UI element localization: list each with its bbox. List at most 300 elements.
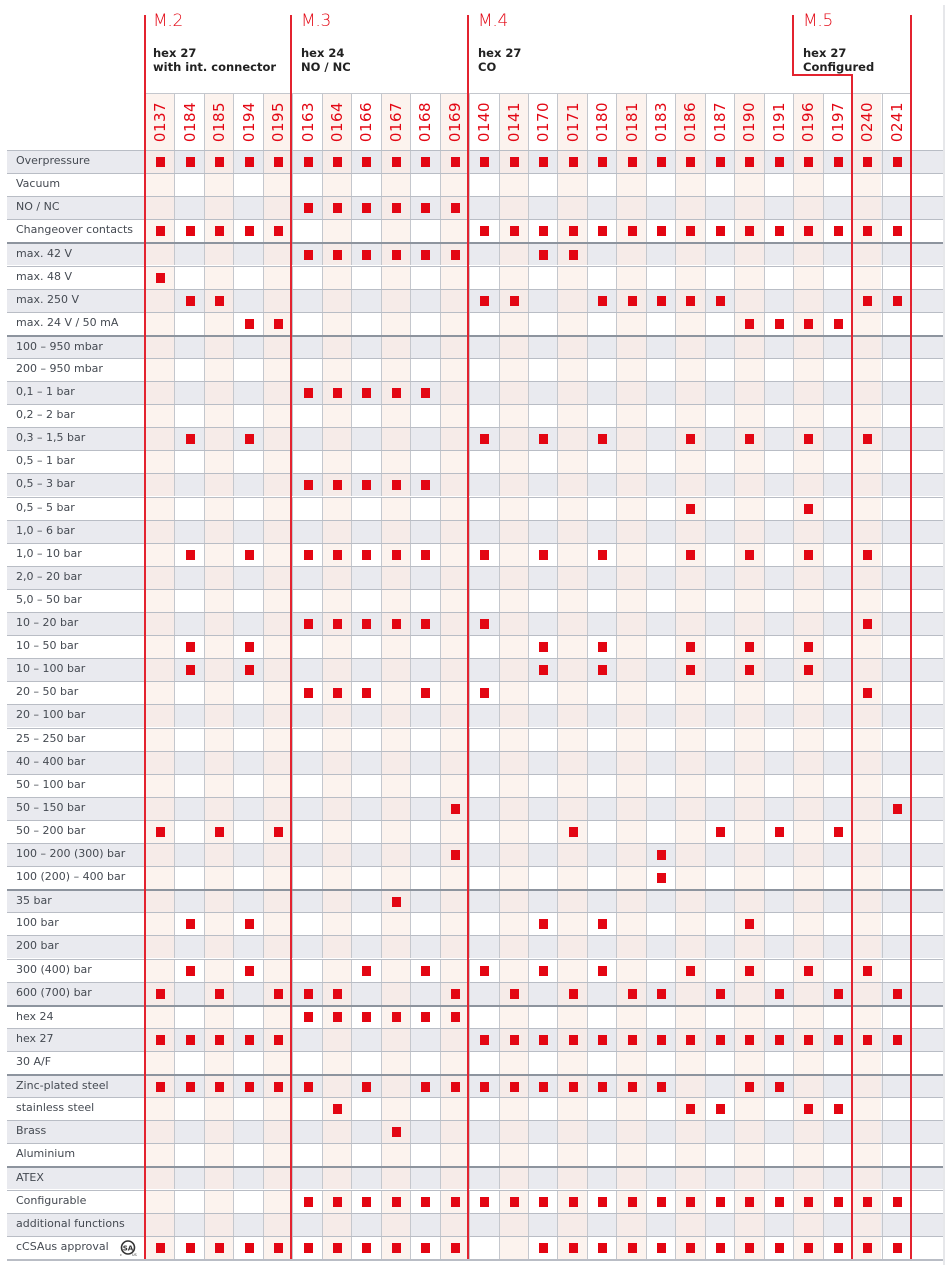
table-cell — [410, 705, 439, 727]
check-mark-icon — [333, 989, 342, 999]
check-mark-icon — [539, 1243, 548, 1253]
check-mark-icon — [569, 157, 578, 167]
table-end-cell — [911, 337, 943, 358]
table-cell — [646, 867, 675, 889]
check-mark-icon — [686, 642, 695, 652]
table-cell — [263, 936, 292, 958]
table-cell — [440, 752, 469, 774]
table-cell — [793, 729, 822, 751]
table-cell — [675, 844, 704, 866]
check-mark-icon — [569, 827, 578, 837]
row-label: 10 – 50 bar — [16, 639, 79, 653]
table-cell — [410, 1237, 439, 1259]
check-mark-icon — [745, 226, 754, 236]
check-mark-icon — [804, 434, 813, 444]
check-mark-icon — [657, 1035, 666, 1045]
row-label: 100 bar — [16, 916, 59, 930]
check-mark-icon — [362, 1243, 371, 1253]
table-cell — [646, 590, 675, 612]
table-cell — [351, 544, 380, 566]
table-cell — [204, 1076, 233, 1097]
check-mark-icon — [392, 480, 401, 490]
row-label: Vacuum — [16, 177, 61, 191]
row-label: hex 24 — [16, 1009, 54, 1023]
table-cell — [469, 798, 498, 820]
column-code: 0180 — [593, 101, 612, 143]
table-cell — [793, 290, 822, 312]
check-mark-icon — [598, 1035, 607, 1045]
check-mark-icon — [362, 480, 371, 490]
table-cell — [440, 1076, 469, 1097]
check-mark-icon — [421, 619, 430, 629]
table-cell — [145, 313, 174, 335]
table-cell — [233, 1214, 262, 1236]
table-cell — [616, 705, 645, 727]
check-mark-icon — [657, 989, 666, 999]
table-cell — [852, 659, 881, 681]
table-cell — [587, 891, 616, 912]
table-cell — [616, 867, 645, 889]
check-mark-icon — [480, 1035, 489, 1045]
check-mark-icon — [274, 1035, 283, 1045]
column-code: 0169 — [445, 101, 464, 143]
check-mark-icon — [451, 157, 460, 167]
table-cell — [351, 337, 380, 358]
check-mark-icon — [362, 203, 371, 213]
table-cell — [823, 844, 852, 866]
check-mark-icon — [745, 1082, 754, 1092]
table-cell — [263, 498, 292, 520]
table-cell — [233, 1098, 262, 1120]
table-cell — [793, 1214, 822, 1236]
table-cell — [381, 705, 410, 727]
table-cell — [882, 1191, 911, 1213]
table-cell — [410, 775, 439, 797]
row-label: hex 27 — [16, 1031, 54, 1045]
table-cell — [734, 1214, 763, 1236]
table-cell — [381, 337, 410, 358]
table-cell — [616, 752, 645, 774]
check-mark-icon — [834, 1197, 843, 1207]
row-label: 0,5 – 3 bar — [16, 477, 75, 491]
table-end-cell — [911, 983, 943, 1005]
table-cell — [499, 1052, 528, 1074]
table-cell — [587, 1098, 616, 1120]
table-cell — [440, 590, 469, 612]
table-cell — [499, 867, 528, 889]
table-cell — [587, 1214, 616, 1236]
table-cell — [616, 1007, 645, 1028]
table-cell — [734, 1052, 763, 1074]
row-label: 2,0 – 20 bar — [16, 569, 82, 583]
table-cell — [351, 567, 380, 589]
table-cell — [705, 659, 734, 681]
table-cell — [823, 197, 852, 219]
table-cell — [793, 313, 822, 335]
table-cell — [528, 983, 557, 1005]
table-cell — [499, 382, 528, 404]
table-end-cell — [911, 1168, 943, 1189]
table-cell — [469, 729, 498, 751]
table-cell — [263, 544, 292, 566]
table-cell — [823, 867, 852, 889]
table-cell — [557, 913, 586, 935]
table-cell — [204, 220, 233, 242]
table-cell — [823, 913, 852, 935]
table-cell — [764, 1237, 793, 1259]
table-cell — [204, 337, 233, 358]
table-cell — [469, 220, 498, 242]
table-cell — [204, 1168, 233, 1189]
table-cell — [499, 1007, 528, 1028]
check-mark-icon — [598, 157, 607, 167]
check-mark-icon — [510, 1197, 519, 1207]
table-row — [7, 843, 943, 866]
table-cell — [410, 474, 439, 496]
table-cell — [675, 244, 704, 265]
table-cell — [528, 220, 557, 242]
table-cell — [675, 1214, 704, 1236]
table-cell — [823, 174, 852, 196]
table-cell — [764, 151, 793, 173]
table-cell — [882, 359, 911, 381]
table-cell — [322, 382, 351, 404]
table-cell — [292, 313, 321, 335]
table-cell — [616, 567, 645, 589]
table-cell — [351, 705, 380, 727]
table-cell — [440, 1007, 469, 1028]
row-label: 100 – 950 mbar — [16, 339, 103, 353]
group-divider — [144, 15, 146, 1259]
check-mark-icon — [775, 1035, 784, 1045]
check-mark-icon — [215, 827, 224, 837]
table-cell — [587, 590, 616, 612]
table-cell — [823, 313, 852, 335]
table-cell — [469, 1121, 498, 1143]
check-mark-icon — [628, 157, 637, 167]
table-cell — [440, 729, 469, 751]
table-cell — [263, 867, 292, 889]
table-cell — [823, 244, 852, 265]
column-header-0184 — [174, 94, 203, 150]
table-row — [7, 751, 943, 774]
table-cell — [734, 1076, 763, 1097]
table-cell — [263, 174, 292, 196]
check-mark-icon — [539, 550, 548, 560]
table-cell — [646, 1191, 675, 1213]
check-mark-icon — [333, 1104, 342, 1114]
table-cell — [823, 590, 852, 612]
table-cell — [557, 775, 586, 797]
table-cell — [204, 682, 233, 704]
check-mark-icon — [215, 296, 224, 306]
table-cell — [616, 197, 645, 219]
check-mark-icon — [510, 1082, 519, 1092]
table-cell — [233, 729, 262, 751]
table-cell — [587, 798, 616, 820]
table-cell — [145, 1214, 174, 1236]
table-cell — [381, 1076, 410, 1097]
check-mark-icon — [304, 480, 313, 490]
table-cell — [852, 936, 881, 958]
table-cell — [174, 244, 203, 265]
table-cell — [705, 775, 734, 797]
table-cell — [410, 682, 439, 704]
check-mark-icon — [480, 226, 489, 236]
check-mark-icon — [392, 203, 401, 213]
table-cell — [322, 729, 351, 751]
table-cell — [793, 1052, 822, 1074]
table-cell — [616, 1214, 645, 1236]
row-label: ATEX — [16, 1171, 44, 1185]
table-cell — [616, 244, 645, 265]
table-cell — [292, 290, 321, 312]
table-cell — [499, 359, 528, 381]
table-cell — [852, 682, 881, 704]
row-label: max. 48 V — [16, 269, 72, 283]
check-mark-icon — [863, 688, 872, 698]
table-cell — [263, 197, 292, 219]
table-cell — [410, 960, 439, 982]
row-label: 35 bar — [16, 894, 52, 908]
table-cell — [646, 983, 675, 1005]
table-cell — [410, 1098, 439, 1120]
table-cell — [381, 1237, 410, 1259]
table-cell — [145, 891, 174, 912]
table-cell — [823, 474, 852, 496]
table-cell — [764, 775, 793, 797]
table-cell — [381, 290, 410, 312]
table-cell — [823, 544, 852, 566]
table-cell — [705, 1098, 734, 1120]
table-cell — [587, 752, 616, 774]
table-cell — [675, 544, 704, 566]
table-cell — [675, 983, 704, 1005]
table-cell — [233, 474, 262, 496]
table-cell — [499, 244, 528, 265]
table-cell — [263, 1007, 292, 1028]
table-cell — [233, 1076, 262, 1097]
table-cell — [351, 521, 380, 543]
check-mark-icon — [834, 226, 843, 236]
table-cell — [145, 729, 174, 751]
table-cell — [675, 705, 704, 727]
table-cell — [793, 705, 822, 727]
table-cell — [381, 590, 410, 612]
table-cell — [675, 590, 704, 612]
table-cell — [557, 1098, 586, 1120]
svg-text:SA: SA — [122, 1244, 134, 1253]
table-cell — [440, 359, 469, 381]
table-cell — [528, 636, 557, 658]
table-cell — [734, 960, 763, 982]
table-cell — [705, 1007, 734, 1028]
table-cell — [675, 498, 704, 520]
table-cell — [882, 960, 911, 982]
column-header-0166 — [351, 94, 380, 150]
table-cell — [646, 705, 675, 727]
table-cell — [793, 474, 822, 496]
check-mark-icon — [392, 619, 401, 629]
check-mark-icon — [392, 897, 401, 907]
table-cell — [587, 567, 616, 589]
table-cell — [469, 936, 498, 958]
table-cell — [616, 313, 645, 335]
table-cell — [292, 220, 321, 242]
table-cell — [233, 775, 262, 797]
table-cell — [557, 313, 586, 335]
table-cell — [263, 913, 292, 935]
table-cell — [233, 544, 262, 566]
table-cell — [528, 1168, 557, 1189]
table-cell — [204, 613, 233, 635]
check-mark-icon — [745, 1197, 754, 1207]
table-cell — [322, 682, 351, 704]
table-cell — [793, 359, 822, 381]
table-cell — [233, 705, 262, 727]
table-cell — [705, 544, 734, 566]
table-cell — [705, 474, 734, 496]
check-mark-icon — [186, 434, 195, 444]
group-title: M.3 — [301, 11, 331, 31]
column-code: 0171 — [563, 101, 582, 143]
table-cell — [882, 197, 911, 219]
check-mark-icon — [451, 804, 460, 814]
check-mark-icon — [245, 1035, 254, 1045]
table-cell — [145, 936, 174, 958]
table-cell — [882, 567, 911, 589]
table-cell — [440, 659, 469, 681]
table-cell — [499, 1076, 528, 1097]
table-cell — [528, 244, 557, 265]
table-cell — [381, 197, 410, 219]
check-mark-icon — [304, 989, 313, 999]
table-cell — [145, 267, 174, 289]
table-cell — [322, 267, 351, 289]
table-cell — [499, 521, 528, 543]
table-cell — [145, 544, 174, 566]
table-cell — [852, 1144, 881, 1166]
check-mark-icon — [186, 1035, 195, 1045]
table-cell — [882, 752, 911, 774]
table-cell — [852, 983, 881, 1005]
table-cell — [145, 821, 174, 843]
table-cell — [557, 359, 586, 381]
table-cell — [204, 451, 233, 473]
table-cell — [705, 613, 734, 635]
column-header-0196 — [793, 94, 822, 150]
table-cell — [233, 498, 262, 520]
table-cell — [381, 451, 410, 473]
table-cell — [852, 1214, 881, 1236]
table-cell — [764, 844, 793, 866]
table-cell — [793, 1191, 822, 1213]
table-cell — [705, 936, 734, 958]
table-cell — [233, 613, 262, 635]
row-label: 20 – 50 bar — [16, 685, 79, 699]
table-cell — [823, 451, 852, 473]
table-row — [7, 1097, 943, 1120]
table-cell — [351, 844, 380, 866]
table-cell — [734, 844, 763, 866]
table-cell — [734, 337, 763, 358]
table-cell — [440, 821, 469, 843]
column-header-0190 — [734, 94, 763, 150]
table-cell — [705, 913, 734, 935]
table-cell — [646, 359, 675, 381]
table-cell — [557, 521, 586, 543]
table-cell — [263, 1191, 292, 1213]
table-cell — [233, 521, 262, 543]
group-subtitle: hex 24 — [301, 46, 345, 60]
table-cell — [233, 960, 262, 982]
table-cell — [145, 451, 174, 473]
table-cell — [174, 1029, 203, 1051]
table-cell — [675, 474, 704, 496]
table-cell — [499, 705, 528, 727]
table-cell — [823, 636, 852, 658]
check-mark-icon — [304, 157, 313, 167]
table-cell — [263, 337, 292, 358]
table-cell — [145, 474, 174, 496]
table-cell — [557, 1214, 586, 1236]
table-cell — [410, 359, 439, 381]
table-cell — [233, 590, 262, 612]
table-cell — [499, 983, 528, 1005]
table-cell — [145, 867, 174, 889]
table-cell — [528, 1052, 557, 1074]
table-cell — [174, 729, 203, 751]
group-subtitle: NO / NC — [301, 60, 351, 74]
row-label: cCSAus approval — [16, 1239, 109, 1253]
table-cell — [381, 613, 410, 635]
table-cell — [292, 659, 321, 681]
table-cell — [263, 244, 292, 265]
table-row — [7, 982, 943, 1005]
table-cell — [852, 1168, 881, 1189]
table-cell — [499, 936, 528, 958]
table-cell — [557, 151, 586, 173]
table-cell — [204, 1144, 233, 1166]
table-cell — [793, 244, 822, 265]
table-cell — [616, 775, 645, 797]
table-cell — [557, 867, 586, 889]
table-cell — [381, 1144, 410, 1166]
table-cell — [852, 913, 881, 935]
row-label: 0,1 – 1 bar — [16, 385, 75, 398]
table-cell — [174, 197, 203, 219]
table-cell — [764, 659, 793, 681]
table-cell — [616, 1052, 645, 1074]
check-mark-icon — [716, 226, 725, 236]
table-cell — [351, 382, 380, 404]
table-cell — [587, 267, 616, 289]
check-mark-icon — [834, 827, 843, 837]
table-row — [7, 1005, 943, 1028]
table-cell — [764, 544, 793, 566]
table-cell — [233, 337, 262, 358]
table-cell — [675, 636, 704, 658]
table-cell — [351, 174, 380, 196]
table-cell — [204, 891, 233, 912]
table-cell — [410, 913, 439, 935]
table-cell — [528, 729, 557, 751]
table-cell — [145, 405, 174, 427]
table-cell — [675, 729, 704, 751]
check-mark-icon — [245, 434, 254, 444]
column-code: 0167 — [386, 101, 405, 143]
check-mark-icon — [539, 665, 548, 675]
